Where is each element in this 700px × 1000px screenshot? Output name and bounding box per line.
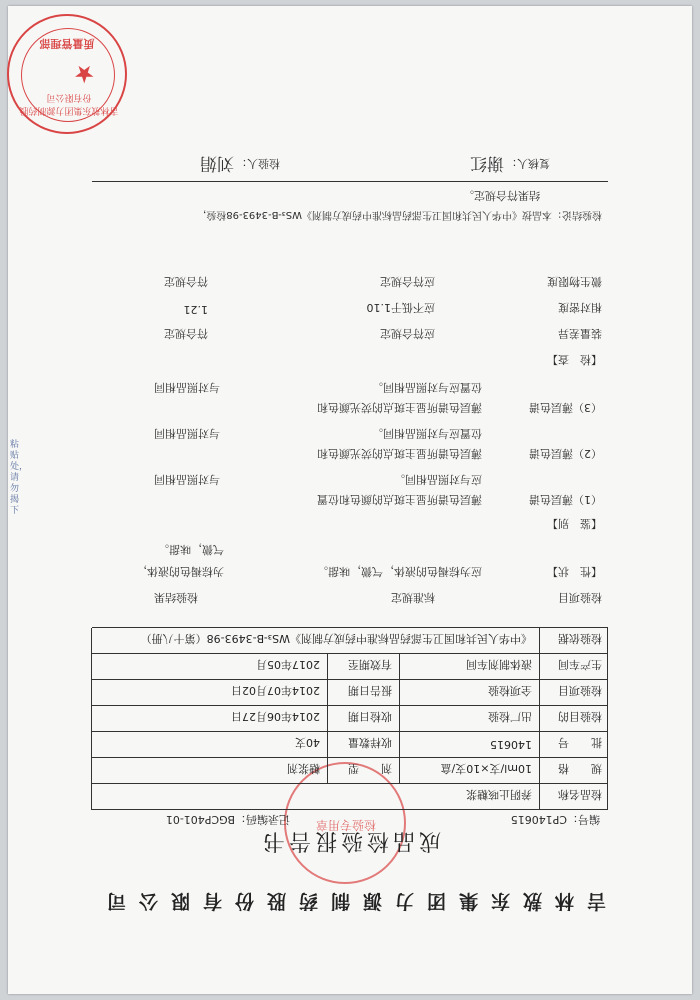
identification-3-standard-line2: 位置应与对照品相同。 (372, 381, 482, 394)
report-date-label: 报告日期 (348, 684, 392, 697)
item-value: 全项检验 (488, 684, 532, 697)
character-result-line1: 为棕褐色的液体， (136, 565, 224, 578)
conclusion-line1: 检验结论：本品按《中华人民共和国卫生部药品标准中药成方制剂》WS₃-B-3493-98检验， (196, 209, 602, 220)
report-title: 成品检验报告书 (259, 828, 442, 853)
report-date-value: 2014年07月02日 (231, 684, 320, 697)
col-std-header: 标准规定 (391, 591, 435, 604)
identification-1-label: （1）薄层色谱 (529, 493, 602, 506)
fill-variation-result: 符合规定 (164, 327, 208, 340)
batch-label: 批 号 (558, 736, 602, 749)
density-result: 1.21 (183, 303, 208, 316)
sample-value: 40支 (295, 736, 320, 749)
signature-rule (92, 181, 608, 182)
serial-number: 编号：CP140615 (510, 813, 600, 826)
quality-seal-ring-text: 吉林敖东集团力源制药股份有限公司 (19, 92, 119, 115)
density-label: 相对密度 (558, 301, 602, 314)
workshop-label: 生产车间 (558, 658, 602, 671)
identification-2-standard-line2: 位置应与对照品相同。 (372, 427, 482, 440)
quality-seal-text: 质量管理部 (39, 37, 95, 50)
fill-variation-standard: 应符合规定 (380, 327, 435, 340)
expiry-label: 有效期至 (348, 658, 392, 671)
microbial-label: 微生物限度 (547, 275, 602, 288)
microbial-standard: 应符合规定 (380, 275, 435, 288)
col-item-header: 检验项目 (558, 591, 602, 604)
reviewer-signature: 谢红 (470, 153, 504, 173)
inspection-seal-text: 检验专用章 (316, 818, 377, 832)
inspector-label: 检验人： (236, 157, 280, 170)
expiry-value: 2017年05月 (256, 658, 320, 671)
identification-1-result: 与对照品相同 (154, 473, 220, 486)
character-heading: 【性 状】 (547, 565, 602, 578)
basis-label: 检验依据 (558, 632, 602, 645)
character-result-line2: 气微，味甜。 (158, 543, 224, 556)
item-label: 检验项目 (558, 684, 602, 697)
purpose-label: 检验目的 (558, 710, 602, 723)
identification-3-label: （3）薄层色谱 (529, 401, 602, 414)
spec-value: 10ml/支×10支/盒 (440, 762, 532, 775)
identification-1-standard-line1: 薄层色谱所显主斑点的颜色和位置 (317, 493, 482, 506)
identification-2-standard-line1: 薄层色谱所显主斑点的荧光颜色和 (317, 447, 482, 460)
record-code: 记录编码：BGCP401-01 (165, 813, 290, 826)
identification-2-result: 与对照品相同 (154, 427, 220, 440)
identification-3-standard-line1: 薄层色谱所显主斑点的荧光颜色和 (317, 401, 482, 414)
sample-label: 收样数量 (348, 736, 392, 749)
product-label: 检品名称 (558, 788, 602, 801)
company-name: 吉林敖东集团力源制药股份有限公司 (94, 890, 607, 912)
reviewer-label: 复核人： (506, 157, 550, 170)
microbial-result: 符合规定 (164, 275, 208, 288)
basis-value: 《中华人民共和国卫生部药品标准中药成方制剂》WS₃-B-3493-98（第十八册） (140, 632, 532, 645)
side-binding-text: 粘贴处，请勿揭下 (10, 440, 29, 516)
identification-1-standard-line2: 应与对照品相同。 (394, 473, 482, 486)
col-result-header: 检验结果 (154, 591, 198, 604)
identification-2-label: （2）薄层色谱 (529, 447, 602, 460)
conclusion-line2: 结果符合规定。 (463, 189, 540, 202)
identification-3-result: 与对照品相同 (154, 381, 220, 394)
receive-label: 收检日期 (348, 710, 392, 723)
spec-label: 规 格 (558, 762, 602, 775)
quality-seal-star-icon: ★ (73, 60, 95, 88)
density-standard: 应不低于1.10 (366, 301, 435, 314)
check-heading: 【检 查】 (547, 353, 602, 366)
character-standard: 应为棕褐色的液体，气微，味甜。 (317, 565, 482, 578)
form-label: 剂 型 (348, 762, 392, 775)
receive-value: 2014年06月27日 (231, 710, 320, 723)
purpose-value: 出厂检验 (488, 710, 532, 723)
batch-value: 140615 (490, 738, 532, 751)
workshop-value: 液体制剂车间 (466, 658, 532, 671)
inspector-signature: 刘娟 (200, 153, 234, 173)
form-value: 糖浆剂 (287, 762, 320, 775)
identification-heading: 【鉴 别】 (547, 517, 602, 530)
product-value: 养阴止咳糖浆 (466, 788, 532, 801)
fill-variation-label: 装量差异 (558, 327, 602, 340)
